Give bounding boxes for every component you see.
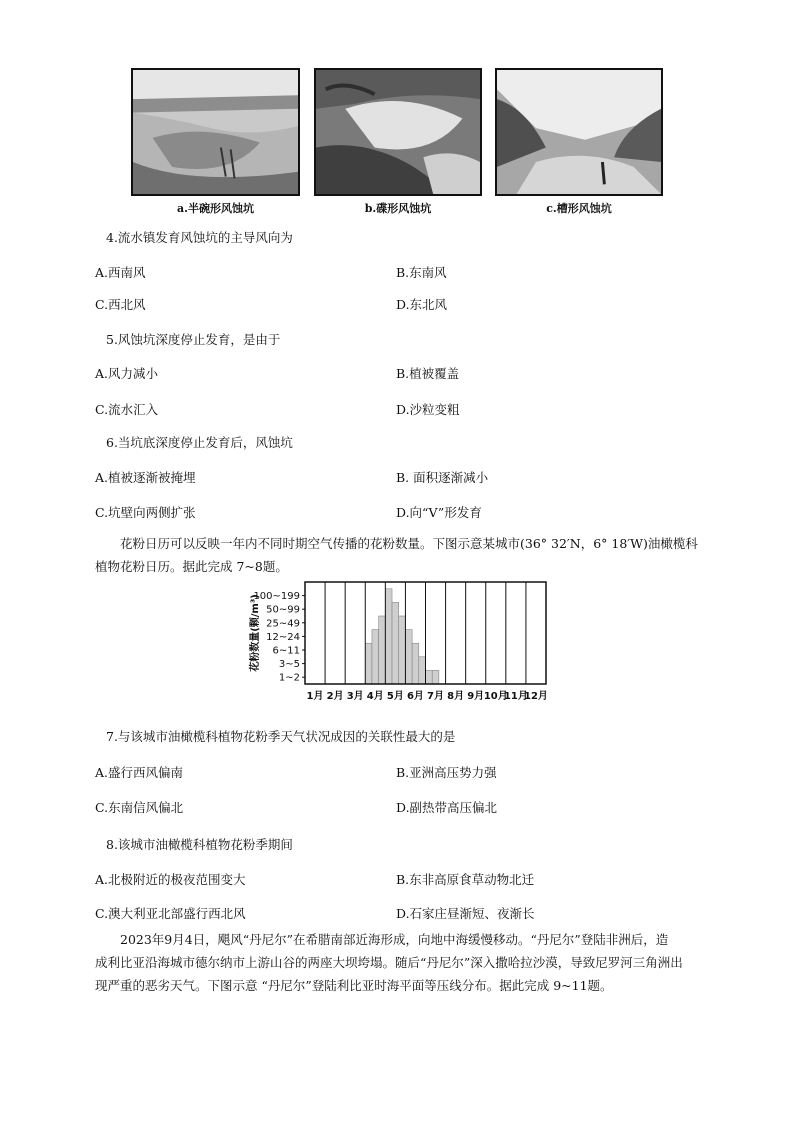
x-tick-label: 1月 [306, 691, 324, 702]
x-tick-label: 12月 [523, 691, 548, 702]
pollen-calendar-chart [240, 578, 560, 710]
x-tick-label: 10月 [483, 691, 508, 702]
x-tick-label: 11月 [503, 691, 528, 702]
y-tick-label: 12~24 [266, 631, 300, 643]
question-5-stem: 5.风蚀坑深度停止发育，是由于 [106, 332, 281, 347]
y-tick-label: 6~11 [272, 645, 300, 657]
question-5-option-c[interactable]: C.流水汇入 [95, 402, 159, 417]
question-8-option-c[interactable]: C.澳大利亚北部盛行西北风 [95, 906, 246, 921]
pollen-bar [379, 616, 386, 684]
y-tick-label: 50~99 [266, 604, 300, 616]
question-7-option-c[interactable]: C.东南信风偏北 [95, 800, 184, 815]
question-8-stem: 8.该城市油橄榄科植物花粉季期间 [106, 837, 293, 852]
y-tick-label: 1~2 [278, 672, 300, 684]
y-tick-label: 3~5 [278, 659, 300, 671]
pollen-bar [399, 616, 406, 684]
intro-paragraph-9-11 [95, 928, 735, 997]
question-7-option-a[interactable]: A.盛行西风偏南 [95, 765, 184, 780]
pollen-bar [365, 643, 372, 684]
question-5-option-a[interactable]: A.风力减小 [95, 366, 159, 381]
x-tick-label: 6月 [406, 691, 424, 702]
pollen-bar [392, 602, 399, 684]
pollen-bar [419, 657, 426, 684]
pollen-bar [432, 670, 439, 684]
x-tick-label: 2月 [326, 691, 344, 702]
photo-half-bowl-blowout [131, 68, 300, 196]
question-5-option-d[interactable]: D.沙粒变粗 [396, 402, 460, 417]
question-5-option-b[interactable]: B.植被覆盖 [396, 366, 460, 381]
question-6-option-b[interactable]: B. 面积逐渐减小 [396, 470, 489, 485]
photo-caption-b: b.碟形风蚀坑 [364, 202, 432, 215]
question-7-stem: 7.与该城市油橄榄科植物花粉季天气状况成因的关联性最大的是 [106, 729, 456, 744]
y-tick-label: 25~49 [266, 618, 300, 630]
question-6-option-a[interactable]: A.植被逐渐被掩埋 [95, 470, 196, 485]
intro-9-11-line-1: 2023年9月4日，飓风“丹尼尔”在希腊南部近海形成，向地中海缓慢移动。“丹尼尔”登陆非洲后，造 [120, 932, 669, 947]
photo-caption-c: c.槽形风蚀坑 [546, 202, 612, 215]
intro-7-8-line-2: 植物花粉日历。据此完成 7~8题。 [95, 559, 288, 574]
y-axis-label: 花粉数量(颗/m³) [250, 594, 261, 672]
intro-paragraph-7-8 [95, 532, 735, 578]
question-4-option-a[interactable]: A.西南风 [95, 265, 146, 280]
x-tick-label: 9月 [467, 691, 485, 702]
pollen-bar [412, 643, 419, 684]
question-4-option-b[interactable]: B.东南风 [396, 265, 447, 280]
x-tick-label: 7月 [427, 691, 445, 702]
question-6-option-c[interactable]: C.坑壁向两侧扩张 [95, 505, 196, 520]
photo-caption-a: a.半碗形风蚀坑 [177, 202, 254, 215]
question-7-option-d[interactable]: D.副热带高压偏北 [396, 800, 498, 815]
x-tick-label: 8月 [447, 691, 465, 702]
question-8-option-d[interactable]: D.石家庄昼渐短、夜渐长 [396, 906, 535, 921]
question-4-option-d[interactable]: D.东北风 [396, 297, 448, 312]
question-4-option-c[interactable]: C.西北风 [95, 297, 146, 312]
photo-dish-blowout [314, 68, 482, 196]
question-6-option-d[interactable]: D.向“V”形发育 [396, 505, 482, 520]
y-tick-label: 100~199 [253, 591, 300, 603]
intro-7-8-line-1: 花粉日历可以反映一年内不同时期空气传播的花粉数量。下图示意某城市(36° 32′N，6° 18′W)油橄榄科 [120, 536, 698, 551]
question-6-stem: 6.当坑底深度停止发育后，风蚀坑 [106, 435, 293, 450]
photo-trough-blowout [495, 68, 663, 196]
x-tick-label: 4月 [366, 691, 384, 702]
question-7-option-b[interactable]: B.亚洲高压势力强 [396, 765, 497, 780]
pollen-bar [426, 670, 433, 684]
x-tick-label: 3月 [346, 691, 364, 702]
intro-9-11-line-3: 现严重的恶劣天气。下图示意 “丹尼尔”登陆利比亚时海平面等压线分布。据此完成 9~11题。 [95, 978, 613, 993]
pollen-bar [405, 630, 412, 684]
intro-9-11-line-2: 成利比亚沿海城市德尔纳市上游山谷的两座大坝垮塌。随后“丹尼尔”深入撒哈拉沙漠，导致尼罗河三角洲出 [95, 955, 683, 970]
x-tick-label: 5月 [386, 691, 404, 702]
pollen-bar [385, 589, 392, 684]
question-8-option-b[interactable]: B.东非高原食草动物北迁 [396, 872, 535, 887]
question-8-option-a[interactable]: A.北极附近的极夜范围变大 [95, 872, 246, 887]
pollen-bar [372, 630, 379, 684]
question-4-stem: 4.流水镇发育风蚀坑的主导风向为 [106, 230, 293, 245]
